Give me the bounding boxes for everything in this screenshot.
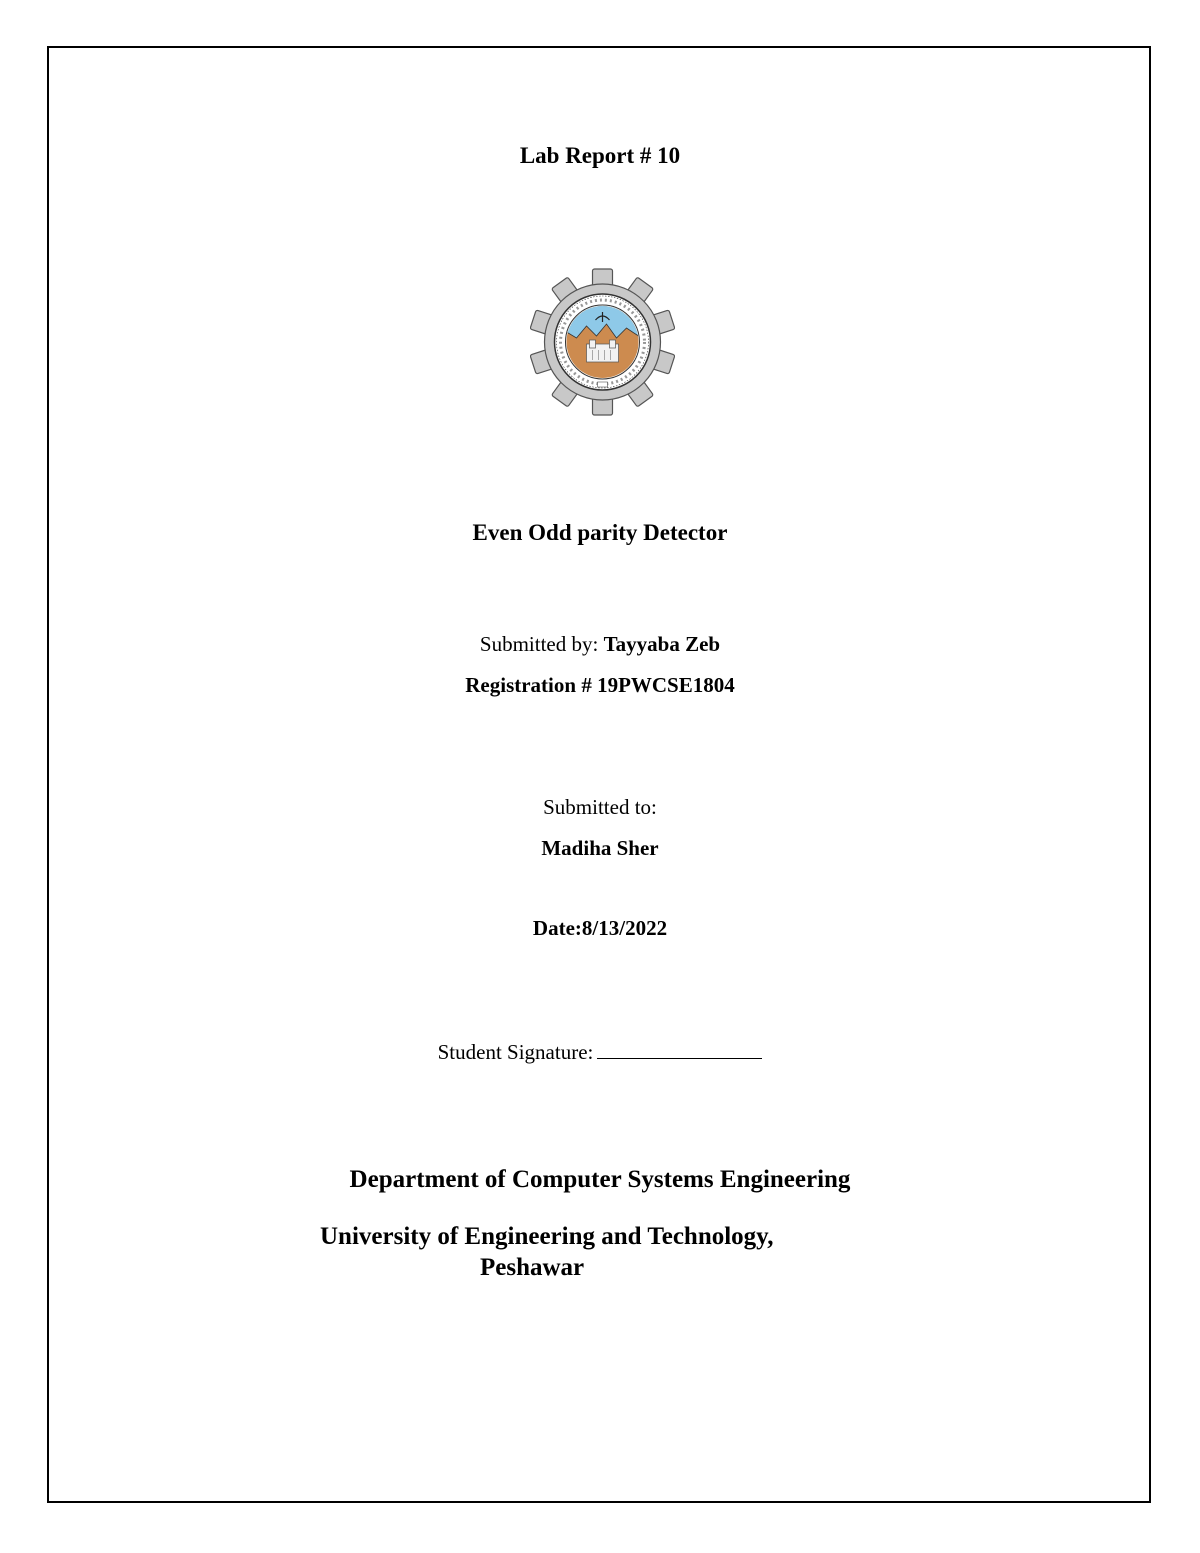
student-name: Tayyaba Zeb <box>603 632 721 656</box>
report-title: Lab Report # 10 <box>519 143 681 168</box>
teacher-name: Madiha Sher <box>541 836 659 860</box>
submitted-to-label: Submitted to: <box>543 795 657 819</box>
page-border <box>47 46 1151 1503</box>
uet-peshawar-seal-icon <box>530 268 675 416</box>
university-name <box>320 1221 830 1283</box>
report-subject: Even Odd parity Detector <box>472 520 728 545</box>
submitted-by-line <box>0 632 1200 657</box>
university-line-1: University of Engineering and Technology, <box>320 1223 774 1250</box>
report-date: Date:8/13/2022 <box>532 916 668 940</box>
student-signature-line <box>0 1040 1200 1065</box>
registration-number: Registration # 19PWCSE1804 <box>465 673 735 697</box>
submitted-by-label: Submitted by: <box>479 632 599 656</box>
department-name: Department of Computer Systems Engineering <box>349 1166 851 1193</box>
signature-label: Student Signature: <box>437 1040 594 1064</box>
signature-blank <box>597 1057 762 1059</box>
university-line-2: Peshawar <box>480 1254 585 1281</box>
